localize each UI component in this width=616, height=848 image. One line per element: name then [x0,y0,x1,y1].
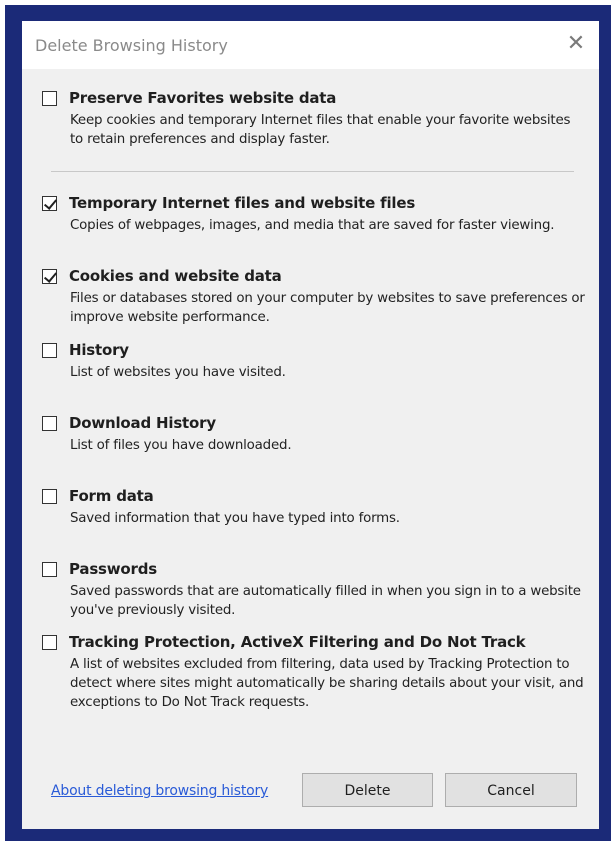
option-description: Saved passwords that are automatically filled in when you sign in to a website you've previously visited. [70,584,581,618]
checkbox-download-history[interactable] [42,416,57,431]
checkbox-preserve-favorites[interactable] [42,91,57,106]
title-bar [22,21,599,69]
checkbox-passwords[interactable] [42,562,57,577]
option-label: Download History [69,414,216,432]
dialog-title: Delete Browsing History [35,36,228,55]
checkbox-history[interactable] [42,343,57,358]
option-label: Passwords [69,560,157,578]
option-label: Preserve Favorites website data [69,89,337,107]
option-description: A list of websites excluded from filtering, data used by Tracking Protection to detect where sites might automatically be sharing details about your visit, and exceptions to Do Not Track requests. [70,657,584,710]
option-label: Tracking Protection, ActiveX Filtering and Do Not Track [69,633,526,651]
option-label: Form data [69,487,154,505]
option-description: List of files you have downloaded. [70,438,292,453]
checkbox-tracking-protection[interactable] [42,635,57,650]
close-icon[interactable]: ✕ [566,31,586,56]
checkbox-cookies[interactable] [42,269,57,284]
delete-button[interactable]: Delete [302,773,433,807]
option-label: History [69,341,129,359]
option-description: Files or databases stored on your computer by websites to save preferences or improve website performance. [70,291,585,325]
cancel-button[interactable]: Cancel [445,773,577,807]
option-label: Cookies and website data [69,267,282,285]
divider [51,171,574,172]
delete-browsing-history-dialog [22,21,599,829]
checkbox-form-data[interactable] [42,489,57,504]
option-description: Keep cookies and temporary Internet files that enable your favorite websites to retain preferences and display faster. [70,113,571,147]
about-deleting-history-link[interactable]: About deleting browsing history [51,783,269,799]
option-description: Copies of webpages, images, and media that are saved for faster viewing. [70,218,555,233]
option-label: Temporary Internet files and website files [69,194,416,212]
option-description: List of websites you have visited. [70,365,286,380]
checkbox-temporary-files[interactable] [42,196,57,211]
option-description: Saved information that you have typed into forms. [70,511,400,526]
window-frame [5,5,611,841]
